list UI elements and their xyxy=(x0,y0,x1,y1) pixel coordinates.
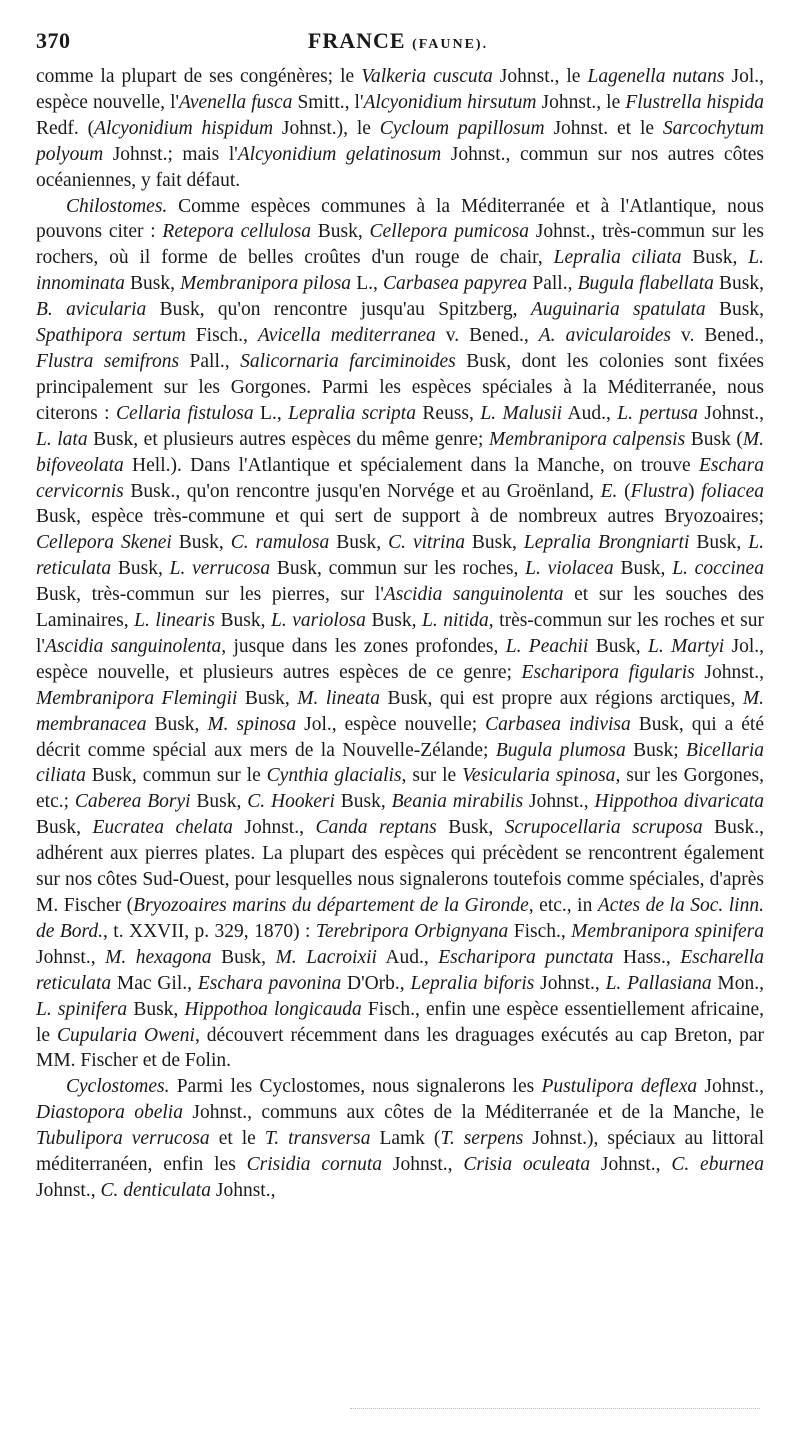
italic-run: L. Pallasiana xyxy=(605,972,712,994)
italic-run: L. variolosa xyxy=(271,610,366,632)
italic-run: L. innominata xyxy=(36,247,764,295)
italic-run: Hippothoa longicauda xyxy=(184,998,362,1020)
italic-run: Cycloum papillosum xyxy=(379,117,545,139)
italic-run: Lepralia Brongniarti xyxy=(523,532,690,554)
paragraph-continuation: comme la plupart de ses congénères; le Valkeria cuscuta Johnst., le Lagenella nutans Jol., espèce nouvelle, l'Avenella fusca Smitt., l'Alcyonidium hirsutum Johnst., le Flustrella hispida Redf. (Alcyonidium hispidum Johnst.), le Cycloum papillosum Johnst. et le Sarcochytum polyoum Johnst.; mais l'Alcyonidium gelatinosum Johnst., commun sur nos autres côtes océaniennes, y fait défaut. xyxy=(36,66,764,191)
italic-run: Lepralia scripta xyxy=(288,402,416,424)
italic-run: Alcyonidium hispidum xyxy=(94,117,274,139)
italic-run: Bugula flabellata xyxy=(577,273,714,295)
italic-run: Eucratea chelata xyxy=(92,817,233,839)
italic-run: Flustra xyxy=(630,480,689,502)
italic-run: Crisidia cornuta xyxy=(246,1154,383,1176)
italic-run: L. verrucosa xyxy=(169,558,271,580)
page-number: 370 xyxy=(36,28,71,53)
italic-run: M. membranacea xyxy=(36,687,764,735)
italic-run: E. xyxy=(600,480,618,502)
italic-run: Terebripora Orbignyana xyxy=(315,920,509,942)
italic-run: L. Malusii xyxy=(480,402,563,424)
italic-run: L. Martyi xyxy=(648,635,725,657)
italic-run: L. nitida xyxy=(421,610,489,632)
italic-run: M. Lacroixii xyxy=(275,946,377,968)
running-title xyxy=(36,28,760,54)
italic-run: Scrupocellaria scruposa xyxy=(504,817,703,839)
running-title-sub: (FAUNE). xyxy=(412,37,489,52)
italic-run: L. coccinea xyxy=(672,558,764,580)
italic-run: Bryozoaires marins du département de la Gironde xyxy=(133,895,529,916)
italic-run: Lepralia biforis xyxy=(410,972,535,994)
italic-run: B. avicularia xyxy=(36,299,147,321)
italic-run: Cupularia Oweni xyxy=(56,1024,195,1046)
italic-run: foliacea xyxy=(701,480,764,502)
italic-run: Bugula plumosa xyxy=(495,739,626,761)
italic-run: Spathipora sertum xyxy=(36,325,186,347)
italic-run: Flustra semifrons xyxy=(36,350,180,372)
italic-run: Carbasea indivisa xyxy=(485,713,631,735)
italic-run: Alcyonidium gelatinosum xyxy=(237,143,442,165)
italic-run: Tubulipora verrucosa xyxy=(36,1128,210,1150)
running-title-main: FRANCE xyxy=(307,28,406,53)
italic-run: Vesicularia spinosa xyxy=(462,765,616,787)
paragraph-cyclostomes: Cyclostomes. Parmi les Cyclostomes, nous signalerons les Pustulipora deflexa Johnst., Diastopora obelia Johnst., communs aux côtes de la Méditerranée et de la Manche, le Tubulipora verrucosa et le T. transversa Lamk (T. serpens Johnst.), spéciaux au littoral méditerranéen, enfin les Crisidia cornuta Johnst., Crisia oculeata Johnst., C. eburnea Johnst., C. denticulata Johnst., xyxy=(36,1076,764,1201)
italic-run: Cellaria fistulosa xyxy=(116,402,254,424)
italic-run: Actes de la Soc. linn. de Bord. xyxy=(36,895,764,942)
italic-run: Escharipora punctata xyxy=(438,946,614,968)
italic-run: Membranipora calpensis xyxy=(488,428,686,450)
italic-run: Valkeria cuscuta xyxy=(361,66,493,87)
italic-run: Membranipora spinifera xyxy=(571,920,764,942)
italic-run: C. vitrina xyxy=(388,532,465,554)
italic-run: L. violacea xyxy=(525,558,614,580)
italic-run: Lepralia ciliata xyxy=(553,247,682,269)
italic-run: Flustrella hispida xyxy=(625,91,764,113)
italic-run: Avicella mediterranea xyxy=(257,325,436,347)
italic-run: Lagenella nutans xyxy=(587,66,725,87)
italic-run: L. reticulata xyxy=(36,532,764,580)
italic-run: M. lineata xyxy=(297,687,380,709)
italic-run: Diastopora obelia xyxy=(36,1102,183,1124)
italic-run: L. Peachii xyxy=(505,635,589,657)
italic-run: Crisia oculeata xyxy=(463,1154,591,1176)
italic-run: Retepora cellulosa xyxy=(162,221,312,243)
italic-run: Sarcochytum polyoum xyxy=(36,117,764,165)
italic-run: C. ramulosa xyxy=(230,532,330,554)
italic-run: L. linearis xyxy=(134,610,215,632)
italic-run: Cellepora Skenei xyxy=(36,532,172,554)
italic-run: Hippothoa divaricata xyxy=(594,791,764,813)
running-header xyxy=(36,28,760,56)
italic-run: L. pertusa xyxy=(617,402,698,424)
italic-run: Cyclostomes. xyxy=(66,1076,170,1098)
body-text xyxy=(36,64,764,1204)
italic-run: Beania mirabilis xyxy=(391,791,524,813)
paragraph-chilostomes: Chilostomes. Comme espèces communes à la Méditerranée et à l'Atlantique, nous pouvons citer : Retepora cellulosa Busk, Cellepora pumicosa Johnst., très-commun sur les rochers, où il forme de belles croûtes d'un rouge de chair, Lepralia ciliata Busk, L. innominata Busk, Membranipora pilosa L., Carbasea papyrea Pall., Bugula flabellata Busk, B. avicularia Busk, qu'on rencontre jusqu'au Spitzberg, Auguinaria spatulata Busk, Spathipora sertum Fisch., Avicella mediterranea v. Bened., A. avicularoides v. Bened., Flustra semifrons Pall., Salicornaria farciminoides Busk, dont les colonies sont fixées principalement sur les Gorgones. Parmi les espèces spéciales à la Méditerranée, nous citerons : Cellaria fistulosa L., Lepralia scripta Reuss, L. Malusii Aud., L. pertusa Johnst., L. lata Busk, et plusieurs autres espèces du même genre; Membranipora calpensis Busk (M. bifoveolata Hell.). Dans l'Atlantique et spécialement dans la Manche, on trouve Eschara cervicornis Busk., qu'on rencontre jusqu'en Norvége et au Groënland, E. (Flustra) foliacea Busk, espèce très-commune et qui sert de support à de nombreux autres Bryozoaires; Cellepora Skenei Busk, C. ramulosa Busk, C. vitrina Busk, Lepralia Brongniarti Busk, L. reticulata Busk, L. verrucosa Busk, commun sur les roches, L. violacea Busk, L. coccinea Busk, très-commun sur les pierres, sur l'Ascidia sanguinolenta et sur les souches des Laminaires, L. linearis Busk, L. variolosa Busk, L. nitida, très-commun sur les roches et sur l'Ascidia sanguinolenta, jusque dans les zones profondes, L. Peachii Busk, L. Martyi Jol., espèce nouvelle, et plusieurs autres espèces de ce genre; Escharipora figularis Johnst., Membranipora Flemingii Busk, M. lineata Busk, qui est propre aux régions arctiques, M. membranacea Busk, M. spinosa Jol., espèce nouvelle; Carbasea indivisa Busk, qui a été décrit comme spécial aux mers de la Nouvelle-Zélande; Bugula plumosa Busk; Bicellaria ciliata Busk, commun sur le Cynthia glacialis, sur le Vesicularia spinosa, sur les Gorgones, etc.; Caberea Boryi Busk, C. Hookeri Busk, Beania mirabilis Johnst., Hippothoa divaricata Busk, Eucratea chelata Johnst., Canda reptans Busk, Scrupocellaria scruposa Busk., adhérent aux pierres plates. La plupart des espèces qui précèdent se rencontrent également sur nos côtes Sud-Ouest, pour lesquelles nous signalerons toutefois comme spéciales, d'après M. Fischer (Bryozoaires marins du département de la Gironde, etc., in Actes de la Soc. linn. de Bord., t. XXVII, p. 329, 1870) : Terebripora Orbignyana Fisch., Membranipora spinifera Johnst., M. hexagona Busk, M. Lacroixii Aud., Escharipora punctata Hass., Escharella reticulata Mac Gil., Eschara pavonina D'Orb., Lepralia biforis Johnst., L. Pallasiana Mon., L. spinifera Busk, Hippothoa longicauda Fisch., enfin une espèce essentiellement africaine, le Cupularia Oweni, découvert récemment dans les draguages exécutés au cap Breton, par MM. Fischer et de Folin. xyxy=(36,195,765,1072)
italic-run: C. Hookeri xyxy=(247,791,335,813)
italic-run: Escharipora figularis xyxy=(521,661,695,683)
italic-run: L. spinifera xyxy=(36,998,128,1020)
italic-run: Alcyonidium hirsutum xyxy=(363,91,537,113)
italic-run: M. bifoveolata xyxy=(36,428,764,476)
italic-run: C. denticulata xyxy=(100,1179,211,1201)
italic-run: L. lata xyxy=(36,428,88,450)
italic-run: Escharella reticulata xyxy=(36,946,764,994)
italic-run: Membranipora Flemingii xyxy=(36,687,238,709)
italic-run: Canda reptans xyxy=(315,817,437,839)
italic-run: M. spinosa xyxy=(207,713,297,735)
italic-run: T. serpens xyxy=(440,1128,524,1150)
footer-rule xyxy=(350,1408,760,1409)
italic-run: Caberea Boryi xyxy=(74,791,191,813)
italic-run: Eschara pavonina xyxy=(197,972,342,994)
italic-run: C. eburnea xyxy=(671,1154,764,1176)
italic-run: Bicellaria ciliata xyxy=(36,739,765,787)
italic-run: Cynthia glacialis xyxy=(266,765,402,787)
italic-run: Cellepora pumicosa xyxy=(369,221,530,243)
italic-run: Salicornaria farciminoides xyxy=(240,350,456,372)
italic-run: Carbasea papyrea xyxy=(383,273,528,295)
italic-run: T. transversa xyxy=(264,1128,371,1150)
italic-run: Avenella fusca xyxy=(179,91,293,113)
italic-run: Pustulipora deflexa xyxy=(541,1076,698,1098)
italic-run: M. hexagona xyxy=(105,946,212,968)
italic-run: Auguinaria spatulata xyxy=(530,299,706,321)
italic-run: Chilostomes. xyxy=(66,195,168,217)
italic-run: Ascidia sanguinolenta xyxy=(44,635,222,657)
italic-run: Membranipora pilosa xyxy=(180,273,352,295)
italic-run: A. avicularoides xyxy=(538,325,671,347)
italic-run: Eschara cervicornis xyxy=(36,454,764,502)
italic-run: Ascidia sanguinolenta xyxy=(383,584,564,606)
